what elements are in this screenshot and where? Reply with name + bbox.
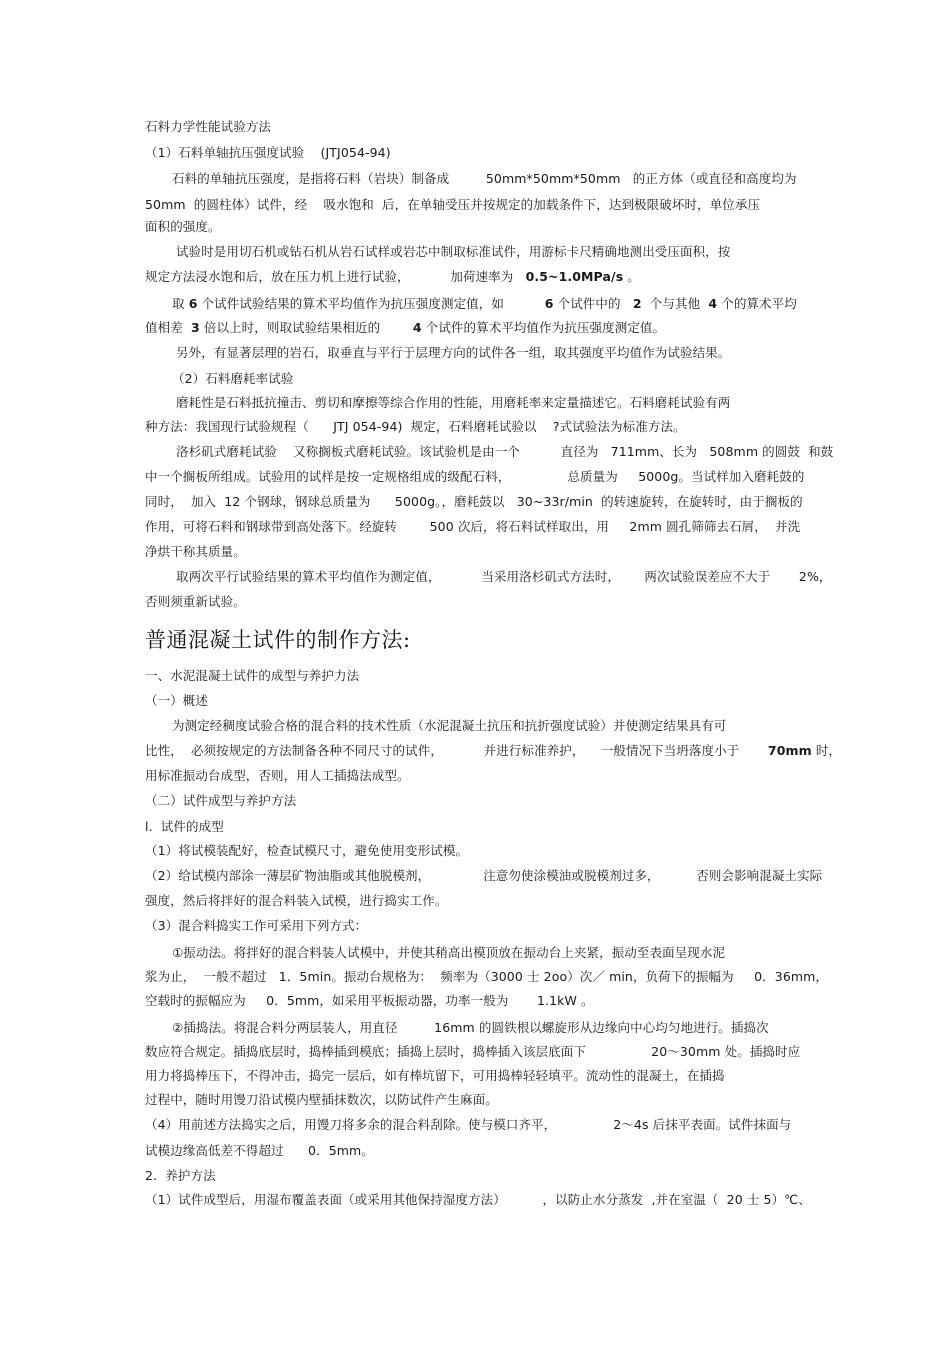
paragraph-line: 净烘干称其质量。 [145, 544, 246, 559]
paragraph-line: 浆为止， 一般不超过 1．5min。振动台规格为： 频率为（3000 士 2oo）次／ min，负荷下的振幅为 0．36mm， [145, 969, 829, 984]
paragraph-line: 比性， 必须按规定的方法制备各种不同尺寸的试件， 并进行标准养护， 一般情况下当坍落度小于 70mm 时， [145, 743, 842, 758]
paragraph-line: 用力将捣棒压下，不得冲击，捣完一层后，如有棒坑留下，可用捣棒轻轻填平。流动性的混凝土，在插捣 [145, 1068, 725, 1083]
list-item: （4）用前述方法捣实之后，用馒刀将多余的混合料刮除。使与模口齐平， 2～4s 后抹平表面。试件抹面与 [145, 1117, 792, 1132]
paragraph-line: ①振动法。将拌好的混合料装人试模中，并使其稍高出模顶放在振动台上夹紧，振动至表面呈现水泥 [172, 945, 726, 960]
list-item: （1）将试模装配好，检查试模尺寸，避免使用变形试模。 [145, 843, 469, 858]
list-item: （1）试件成型后，用湿布覆盖表面（或采用其他保持湿度方法） ，以防止水分蒸发 ,并在室温（ 20 士 5）℃、 [145, 1192, 811, 1207]
list-item: （2）给试模内部涂一薄层矿物油脂或其他脱模剂， 注意勿使涂模油或脱模剂过多， 否则会影响混凝土实际 [145, 868, 823, 883]
paragraph-line: 50mm 的圆柱体）试件，经 吸水饱和 后，在单轴受压并按规定的加载条件下，达到极限破坏时，单位承压 [145, 197, 761, 212]
subsection-heading: l. 试件的成型 [145, 819, 224, 834]
paragraph-line: ②插捣法。将混合料分两层装人，用直径 16mm 的圆铁根以螺旋形从边缘向中心均匀地进行。插捣次 [172, 1020, 769, 1035]
paragraph-line: 值相差 3 倍以上时，则取试验结果相近的 4 个试件的算术平均值作为抗压强度测定值。 [145, 320, 666, 335]
paragraph-line: 强度，然后将拌好的混合料装入试模，进行捣实工作。 [145, 893, 448, 908]
subsection-heading: （二）试件成型与养护方法 [145, 793, 297, 808]
subsection-heading: 一、水泥混凝土试件的成型与养护力法 [145, 668, 360, 683]
slump-threshold-value: 70mm [767, 743, 812, 758]
paragraph-line: 种方法：我国现行试验规程（ JTJ 054-94) 规定，石料磨耗试验以 ?式试验法为标准方法。 [145, 419, 686, 434]
loading-rate-value: 0.5~1.0MPa/s [525, 269, 624, 284]
paragraph-line: 规定方法浸水饱和后，放在压力机上进行试验， 加荷速率为 0.5~1.0MPa/s 。 [145, 269, 640, 284]
subsection-heading-abrasion: （2）石料磨耗率试验 [172, 371, 294, 386]
subsection-heading-compressive: （1）石料单轴抗压强度试验 (JTJ054-94) [145, 145, 391, 160]
paragraph-line: 取两次平行试验结果的算术平均值作为测定值， 当采用洛杉矶式方法时， 两次试验误差应不大于 2%， [176, 569, 832, 584]
paragraph-line: 中一个搁板所组成。试验用的试样是按一定规格组成的级配石料， 总质量为 5000g。当试样加入磨耗鼓的 [145, 469, 805, 484]
section-title-stone: 石料力学性能试验方法 [145, 119, 272, 134]
paragraph-line: 数应符合规定。插捣底层时，捣棒插到模底；插捣上层时，捣棒插入该层底面下 20～30mm 处。插捣时应 [145, 1044, 801, 1059]
paragraph-line: 试模边缘高低差不得超过 0．5mm。 [145, 1143, 374, 1158]
paragraph-line: 面积的强度。 [145, 219, 221, 234]
paragraph-line: 否则须重新试验。 [145, 594, 246, 609]
list-item: （3）混合料捣实工作可采用下列方式： [145, 918, 368, 933]
subsection-heading: （一）概述 [145, 693, 209, 708]
paragraph-line: 石料的单轴抗压强度，是指将石料（岩块）制备成 50mm*50mm*50mm 的正方体（或直径和高度均为 [172, 171, 797, 186]
paragraph-line: 洛杉矶式磨耗试验 又称搁板式磨耗试验。该试验机是由一个 直径为 711mm、长为 508mm 的圆鼓 和鼓 [176, 444, 834, 459]
subsection-heading: 2. 养护方法 [145, 1168, 216, 1183]
paragraph-line: 用标准振动台成型，否则，用人工插捣法成型。 [145, 768, 410, 783]
paragraph-line: 取 6 个试件试验结果的算术平均值作为抗压强度测定值，如 6 个试件中的 2 个与其他 4 个的算术平均 [172, 296, 797, 311]
paragraph-line: 作用，可将石料和钢球带到高处落下。经旋转 500 次后，将石料试样取出，用 2mm 圆孔筛筛去石屑， 并洗 [145, 519, 801, 534]
paragraph-line: 空载时的振幅应为 0．5mm，如采用平板振动器，功率一般为 1.1kW 。 [145, 993, 594, 1008]
paragraph-line: 同时， 加入 12 个钢球，钢球总质量为 5000g。，磨耗鼓以 30~33r/min 的转速旋转，在旋转时，由于搁板的 [145, 494, 803, 509]
paragraph-line: 过程中，随时用馒刀沿试模内壁插抹数次，以防试件产生麻面。 [145, 1092, 498, 1107]
section-heading-concrete: 普通混凝土试件的制作方法: [145, 628, 411, 652]
paragraph-line: 试验时是用切石机或钻石机从岩石试样或岩芯中制取标准试件，用游标卡尺精确地测出受压面积，按 [176, 244, 731, 259]
paragraph-line: 磨耗性是石料抵抗撞击、剪切和摩擦等综合作用的性能，用磨耗率来定量描述它。石料磨耗试验有两 [176, 395, 731, 410]
paragraph-line: 为测定经稠度试验合格的混合料的技术性质（水泥混凝土抗压和抗折强度试验）并使测定结果具有可 [172, 718, 727, 733]
paragraph-line: 另外，有显著层理的岩石，取垂直与平行于层理方向的试件各一组，取其强度平均值作为试验结果。 [176, 345, 731, 360]
